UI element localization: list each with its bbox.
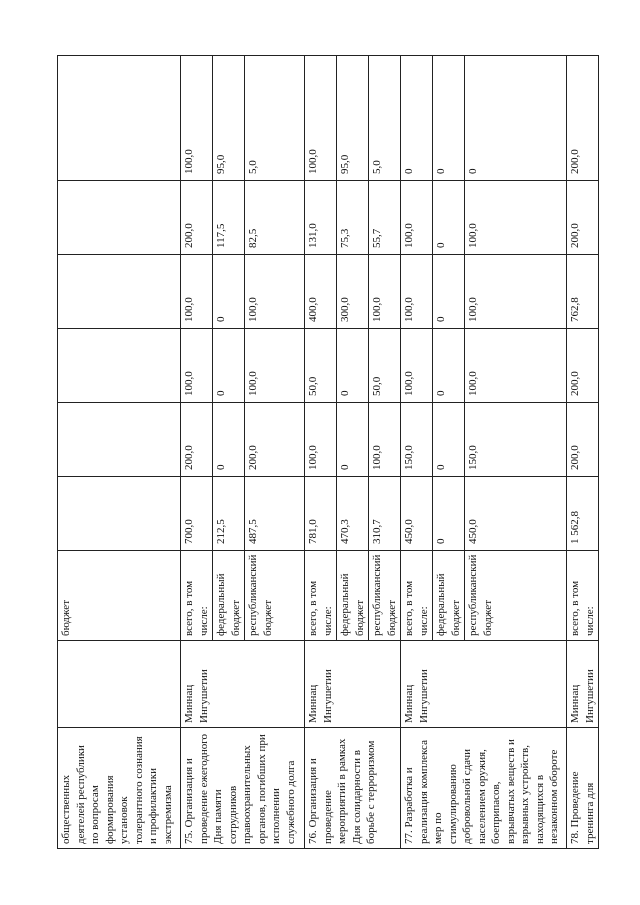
- source-cell: бюджет: [58, 551, 181, 641]
- value-cell: 0: [213, 255, 245, 329]
- value-cell: 55,7: [369, 181, 401, 255]
- value-cell: 95,0: [213, 56, 245, 181]
- value-cell: 781,0: [305, 477, 337, 551]
- value-cell: 75,3: [337, 181, 369, 255]
- value-cell: 131,0: [305, 181, 337, 255]
- value-cell: 100,0: [245, 329, 305, 403]
- value-cell: 1 562,8: [567, 477, 599, 551]
- value-cell: 0: [433, 255, 465, 329]
- budget-table: [57, 55, 599, 849]
- value-cell: [58, 477, 181, 551]
- value-cell: 200,0: [567, 403, 599, 477]
- value-cell: 100,0: [181, 255, 213, 329]
- value-cell: 50,0: [305, 329, 337, 403]
- value-cell: 470,3: [337, 477, 369, 551]
- value-cell: 100,0: [401, 329, 433, 403]
- value-cell: 100,0: [305, 403, 337, 477]
- value-cell: 50,0: [369, 329, 401, 403]
- event-cell: 76. Организация и проведение мероприятий в рамках Дня солидарности в борьбе с терроризмом: [305, 728, 401, 849]
- value-cell: 300,0: [337, 255, 369, 329]
- value-cell: 5,0: [245, 56, 305, 181]
- value-cell: [58, 181, 181, 255]
- value-cell: 100,0: [369, 255, 401, 329]
- value-cell: 150,0: [401, 403, 433, 477]
- value-cell: [58, 255, 181, 329]
- value-cell: 212,5: [213, 477, 245, 551]
- value-cell: 100,0: [245, 255, 305, 329]
- executor-cell: Миннац Ингушетии: [401, 641, 567, 728]
- value-cell: 5,0: [369, 56, 401, 181]
- value-cell: 200,0: [181, 181, 213, 255]
- source-cell: республиканский бюджет: [245, 551, 305, 641]
- value-cell: 0: [465, 56, 567, 181]
- value-cell: 0: [337, 403, 369, 477]
- value-cell: 100,0: [181, 56, 213, 181]
- value-cell: 200,0: [567, 181, 599, 255]
- value-cell: 200,0: [245, 403, 305, 477]
- table-row: [401, 56, 433, 849]
- value-cell: 100,0: [401, 255, 433, 329]
- value-cell: 95,0: [337, 56, 369, 181]
- table-row: [305, 56, 337, 849]
- value-cell: 0: [213, 403, 245, 477]
- table-row: [181, 56, 213, 849]
- source-cell: федеральный бюджет: [337, 551, 369, 641]
- value-cell: 100,0: [465, 181, 567, 255]
- value-cell: 762,8: [567, 255, 599, 329]
- value-cell: 0: [433, 403, 465, 477]
- value-cell: 0: [433, 181, 465, 255]
- value-cell: 487,5: [245, 477, 305, 551]
- value-cell: 0: [433, 56, 465, 181]
- source-cell: всего, в том числе:: [305, 551, 337, 641]
- value-cell: 150,0: [465, 403, 567, 477]
- event-cell: общественных деятелей республики по вопросам формирования установок толерантного сознания и профилактики экстремизма: [58, 728, 181, 849]
- executor-cell: Миннац Ингушетии: [305, 641, 401, 728]
- value-cell: 0: [337, 329, 369, 403]
- value-cell: 400,0: [305, 255, 337, 329]
- table-row: [58, 56, 181, 849]
- source-cell: федеральный бюджет: [213, 551, 245, 641]
- value-cell: 0: [433, 477, 465, 551]
- event-cell: 75. Организация и проведение ежегодного Дня памяти сотрудников правоохранительных органов, погибших при исполнении служебного долга: [181, 728, 305, 849]
- table-row: [567, 56, 599, 849]
- value-cell: 200,0: [181, 403, 213, 477]
- value-cell: 0: [433, 329, 465, 403]
- value-cell: 0: [213, 329, 245, 403]
- value-cell: 310,7: [369, 477, 401, 551]
- value-cell: [58, 329, 181, 403]
- value-cell: 450,0: [401, 477, 433, 551]
- value-cell: 200,0: [567, 56, 599, 181]
- executor-cell: Миннац Ингушетии: [567, 641, 599, 728]
- value-cell: 0: [401, 56, 433, 181]
- event-cell: 78. Проведение тренинга для: [567, 728, 599, 849]
- source-cell: республиканский бюджет: [369, 551, 401, 641]
- source-cell: республиканский бюджет: [465, 551, 567, 641]
- value-cell: 450,0: [465, 477, 567, 551]
- value-cell: 100,0: [401, 181, 433, 255]
- value-cell: 100,0: [465, 329, 567, 403]
- value-cell: 200,0: [567, 329, 599, 403]
- value-cell: 700,0: [181, 477, 213, 551]
- source-cell: всего, в том числе:: [567, 551, 599, 641]
- value-cell: [58, 56, 181, 181]
- source-cell: всего, в том числе:: [401, 551, 433, 641]
- source-cell: всего, в том числе:: [181, 551, 213, 641]
- executor-cell: Миннац Ингушетии: [181, 641, 305, 728]
- value-cell: 117,5: [213, 181, 245, 255]
- value-cell: 100,0: [305, 56, 337, 181]
- value-cell: [58, 403, 181, 477]
- event-cell: 77. Разработка и реализация комплекса мер по стимулированию добровольной сдачи населением оружия, боеприпасов, взрывчатых веществ и взрывных устройств, находящихся в незаконном обороте: [401, 728, 567, 849]
- source-cell: федеральный бюджет: [433, 551, 465, 641]
- value-cell: 100,0: [465, 255, 567, 329]
- value-cell: 82,5: [245, 181, 305, 255]
- executor-cell: [58, 641, 181, 728]
- value-cell: 100,0: [181, 329, 213, 403]
- value-cell: 100,0: [369, 403, 401, 477]
